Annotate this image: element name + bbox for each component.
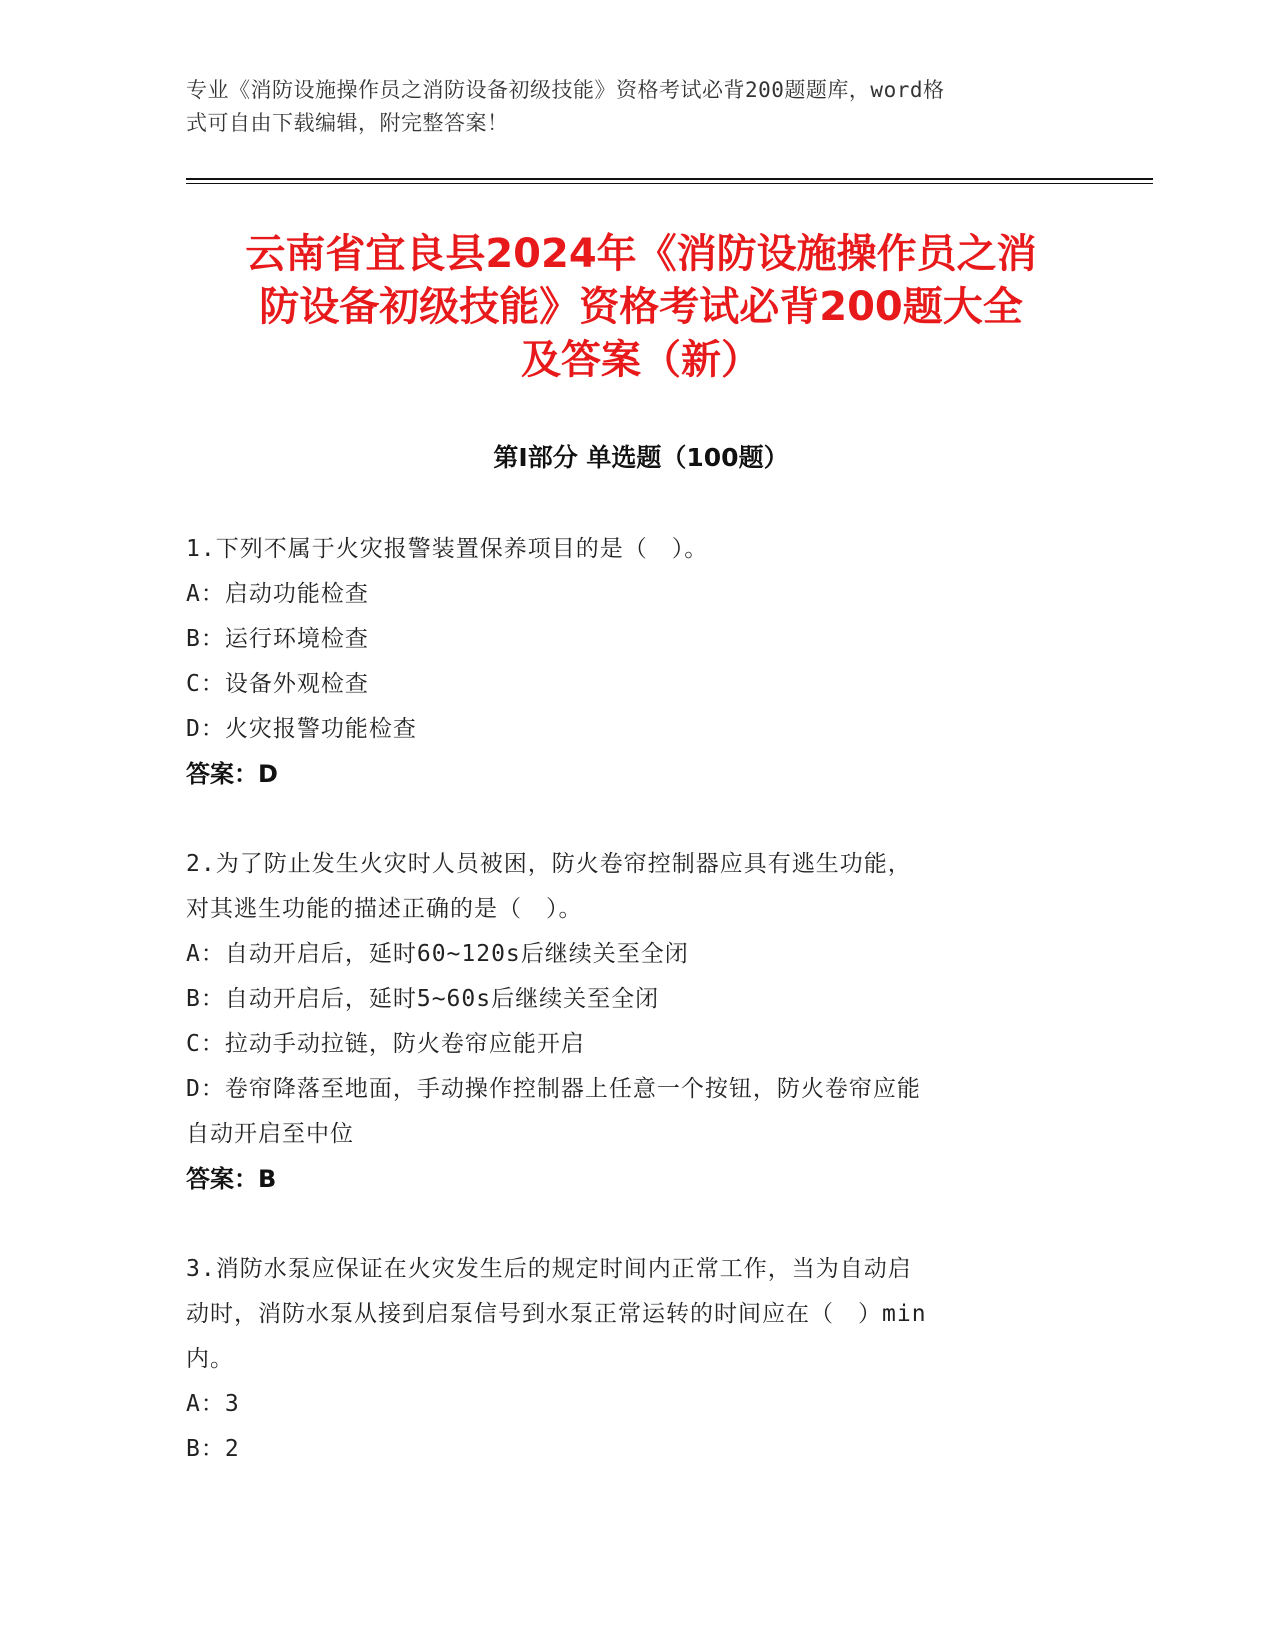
question-stem: 内。 xyxy=(186,1346,234,1372)
question-stem: 动时，消防水泵从接到启泵信号到水泵正常运转的时间应在（ ）min xyxy=(186,1301,927,1327)
option-d: D：卷帘降落至地面，手动操作控制器上任意一个按钮，防火卷帘应能 xyxy=(186,1076,921,1102)
option-d-continued: 自动开启至中位 xyxy=(186,1121,354,1147)
question-stem: 1.下列不属于火灾报警装置保养项目的是（ ）。 xyxy=(186,536,709,562)
option-a: A：自动开启后，延时60~120s后继续关至全闭 xyxy=(186,941,689,967)
header-note-line: 专业《消防设施操作员之消防设备初级技能》资格考试必背200题题库，word格 xyxy=(186,78,945,102)
option-a: A：3 xyxy=(186,1391,240,1417)
question-3 xyxy=(186,1247,1076,1472)
option-c: C：拉动手动拉链，防火卷帘应能开启 xyxy=(186,1031,585,1057)
option-a: A：启动功能检查 xyxy=(186,581,369,607)
question-1 xyxy=(186,527,1076,797)
section-heading: 第Ⅰ部分 单选题（100题） xyxy=(493,443,789,472)
header-divider-thin xyxy=(186,183,1153,184)
title-line: 云南省宜良县2024年《消防设施操作员之消 xyxy=(245,231,1037,277)
option-c: C：设备外观检查 xyxy=(186,671,369,697)
question-stem: 2.为了防止发生火灾时人员被困，防火卷帘控制器应具有逃生功能， xyxy=(186,851,912,877)
option-b: B：2 xyxy=(186,1436,240,1462)
option-b: B：自动开启后，延时5~60s后继续关至全闭 xyxy=(186,986,660,1012)
answer: 答案：D xyxy=(186,760,278,788)
title-line: 防设备初级技能》资格考试必背200题大全 xyxy=(259,284,1023,330)
question-list xyxy=(186,527,1076,1517)
header-note xyxy=(186,74,1066,140)
question-2 xyxy=(186,842,1076,1202)
title-line: 及答案（新） xyxy=(521,337,761,383)
document-title xyxy=(186,228,1096,387)
question-stem: 对其逃生功能的描述正确的是（ ）。 xyxy=(186,896,583,922)
header-note-line: 式可自由下载编辑，附完整答案！ xyxy=(186,111,509,135)
header-divider-thick xyxy=(186,178,1153,180)
question-stem: 3.消防水泵应保证在火灾发生后的规定时间内正常工作，当为自动启 xyxy=(186,1256,912,1282)
option-b: B：运行环境检查 xyxy=(186,626,369,652)
option-d: D：火灾报警功能检查 xyxy=(186,716,417,742)
answer: 答案：B xyxy=(186,1165,277,1193)
